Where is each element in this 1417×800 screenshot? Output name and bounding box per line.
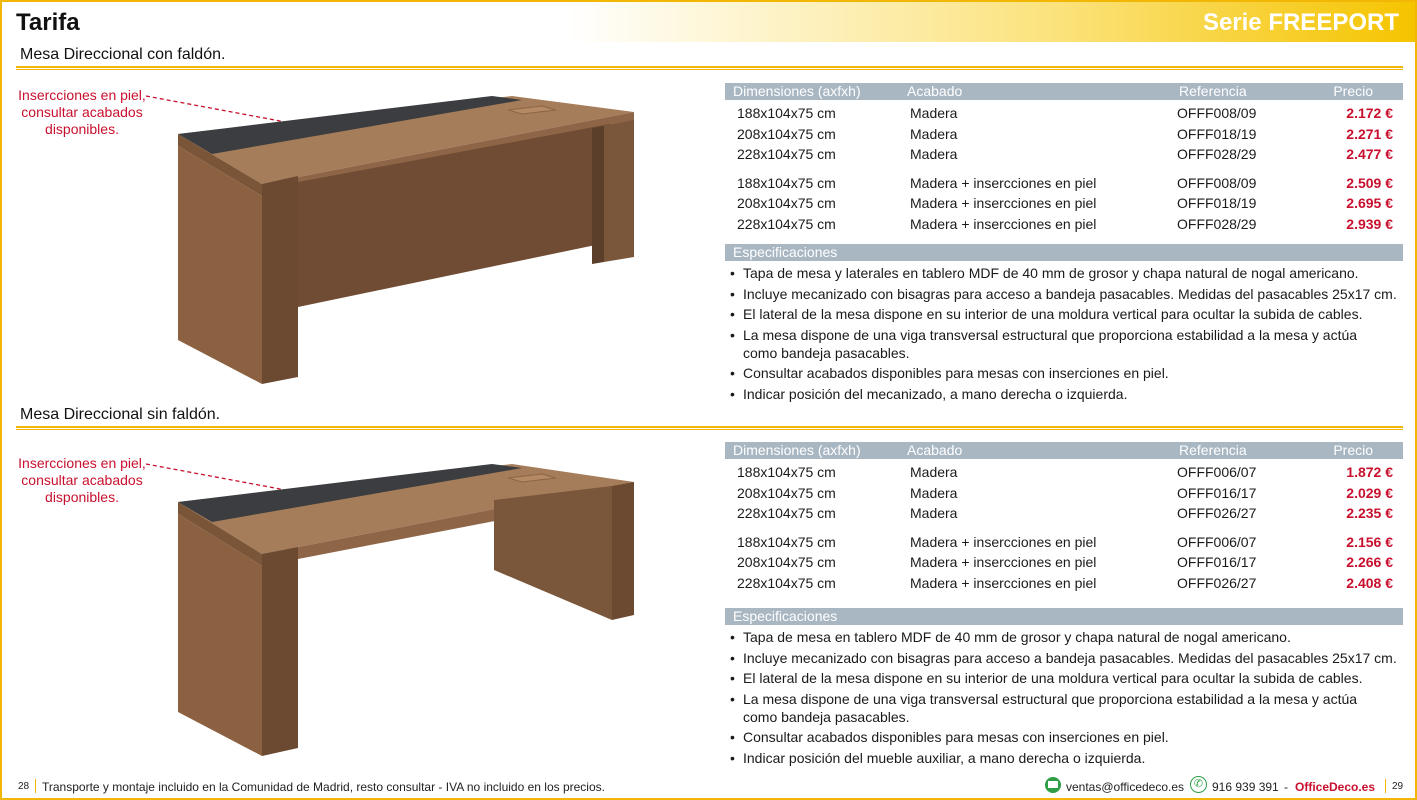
- table-row: [725, 103, 1403, 124]
- specifications-list: [730, 264, 1410, 405]
- cell-reference: OFFF028/29: [1177, 146, 1257, 162]
- cell-dimensions: 228x104x75 cm: [737, 146, 836, 162]
- cell-dimensions: 208x104x75 cm: [737, 484, 836, 501]
- spec-item: • La mesa dispone de una viga transversal estructural que proporciona estabilidad a la mesa y actúa como bandeja pasacables.: [730, 326, 1390, 362]
- spec-item: • Incluye mecanizado con bisagras para acceso a bandeja pasacables. Medidas del pasacables 25x17 cm.: [730, 649, 1410, 667]
- price-table-sin-faldon: [725, 442, 1403, 593]
- header-finish: Acabado: [907, 83, 963, 99]
- desk-without-modesty-panel-image: [172, 460, 642, 760]
- cell-dimensions: 228x104x75 cm: [737, 574, 836, 591]
- spec-item: • Consultar acabados disponibles para mesas con inserciones en piel.: [730, 728, 1410, 746]
- table-row: [725, 173, 1403, 194]
- spec-item: • Tapa de mesa en tablero MDF de 40 mm de grosor y chapa natural de nogal americano.: [730, 628, 1410, 646]
- cell-price: 2.029 €: [1346, 484, 1393, 501]
- cell-finish: Madera: [910, 464, 958, 480]
- section-divider: [16, 66, 1403, 70]
- page-number-right: 29: [1392, 781, 1404, 792]
- cell-price: 2.408 €: [1346, 574, 1393, 591]
- footer-separator: -: [1284, 780, 1288, 794]
- cell-dimensions: 228x104x75 cm: [737, 505, 836, 521]
- cell-price: 2.235 €: [1346, 505, 1393, 521]
- header-dimensions: Dimensiones (axfxh): [733, 442, 861, 458]
- email-icon: [1045, 777, 1061, 793]
- cell-reference: OFFF006/07: [1177, 533, 1257, 550]
- table-row: [725, 483, 1403, 504]
- cell-finish: Madera + insercciones en piel: [910, 533, 1097, 550]
- cell-price: 2.266 €: [1346, 554, 1393, 570]
- header-finish: Acabado: [907, 442, 963, 458]
- table-row: [725, 214, 1403, 235]
- cell-finish: Madera + insercciones en piel: [910, 215, 1097, 232]
- phone-icon: ✆: [1190, 776, 1207, 793]
- price-table-con-faldon: [725, 83, 1403, 234]
- specifications-list: [730, 628, 1410, 769]
- section-title-sin-faldon: Mesa Direccional sin faldón.: [20, 406, 221, 423]
- cell-dimensions: 188x104x75 cm: [737, 464, 836, 480]
- spec-item: • El lateral de la mesa dispone en su interior de una moldura vertical para ocultar la subida de cables.: [730, 305, 1410, 323]
- footer-divider: [1385, 779, 1386, 793]
- table-row: [725, 144, 1403, 165]
- cell-reference: OFFF028/29: [1177, 215, 1257, 232]
- cell-dimensions: 208x104x75 cm: [737, 125, 836, 142]
- spec-item: • Consultar acabados disponibles para mesas con inserciones en piel.: [730, 364, 1410, 382]
- cell-price: 2.477 €: [1346, 146, 1393, 162]
- table-row: [725, 503, 1403, 524]
- series-title: Serie FREEPORT: [1202, 9, 1399, 36]
- header-reference: Referencia: [1179, 442, 1247, 458]
- cell-finish: Madera + insercciones en piel: [910, 174, 1097, 191]
- table-row: [725, 532, 1403, 553]
- cell-dimensions: 188x104x75 cm: [737, 174, 836, 191]
- cell-finish: Madera + insercciones en piel: [910, 195, 1097, 211]
- contact-phone[interactable]: 916 939 391: [1212, 780, 1279, 794]
- section-divider: [16, 426, 1403, 430]
- table-row: [725, 573, 1403, 594]
- cell-finish: Madera: [910, 484, 958, 501]
- cell-reference: OFFF016/17: [1177, 554, 1257, 570]
- spec-item: • La mesa dispone de una viga transversal estructural que proporciona estabilidad a la mesa y actúa como bandeja pasacables.: [730, 690, 1390, 726]
- specifications-header: Especificaciones: [725, 244, 1403, 261]
- table-header: [725, 442, 1403, 459]
- cell-finish: Madera: [910, 505, 958, 521]
- cell-reference: OFFF006/07: [1177, 464, 1257, 480]
- cell-reference: OFFF018/19: [1177, 125, 1257, 142]
- cell-finish: Madera + insercciones en piel: [910, 554, 1097, 570]
- leather-annotation: Insercciones en piel, consultar acabados disponibles.: [18, 87, 146, 137]
- cell-reference: OFFF016/17: [1177, 484, 1257, 501]
- page-footer: [2, 776, 1415, 798]
- cell-dimensions: 208x104x75 cm: [737, 195, 836, 211]
- table-row: [725, 193, 1403, 214]
- cell-dimensions: 188x104x75 cm: [737, 105, 836, 121]
- spec-item: • Incluye mecanizado con bisagras para acceso a bandeja pasacables. Medidas del pasacables 25x17 cm.: [730, 285, 1410, 303]
- cell-reference: OFFF008/09: [1177, 105, 1257, 121]
- cell-finish: Madera: [910, 105, 958, 121]
- cell-dimensions: 208x104x75 cm: [737, 554, 836, 570]
- table-header: [725, 83, 1403, 100]
- header-reference: Referencia: [1179, 83, 1247, 99]
- header-dimensions: Dimensiones (axfxh): [733, 83, 861, 99]
- cell-reference: OFFF018/19: [1177, 195, 1257, 211]
- cell-reference: OFFF026/27: [1177, 505, 1257, 521]
- footer-note: Transporte y montaje incluido en la Comunidad de Madrid, resto consultar - IVA no incluido en los precios.: [42, 780, 605, 794]
- cell-reference: OFFF026/27: [1177, 574, 1257, 591]
- cell-price: 2.509 €: [1346, 174, 1393, 191]
- cell-reference: OFFF008/09: [1177, 174, 1257, 191]
- table-row: [725, 124, 1403, 145]
- cell-dimensions: 188x104x75 cm: [737, 533, 836, 550]
- cell-finish: Madera: [910, 146, 958, 162]
- desk-with-modesty-panel-image: [172, 92, 642, 387]
- spec-item: • Indicar posición del mueble auxiliar, a mano derecha o izquierda.: [730, 749, 1410, 767]
- header-price: Precio: [1333, 442, 1373, 458]
- cell-price: 1.872 €: [1346, 464, 1393, 480]
- table-row: [725, 552, 1403, 573]
- contact-email[interactable]: ventas@officedeco.es: [1066, 780, 1185, 794]
- spec-item: • El lateral de la mesa dispone en su interior de una moldura vertical para ocultar la subida de cables.: [730, 669, 1410, 687]
- cell-price: 2.172 €: [1346, 105, 1393, 121]
- page-number-left: 28: [18, 781, 30, 792]
- page-title: Tarifa: [16, 9, 80, 36]
- footer-divider: [35, 779, 36, 793]
- specifications-header: Especificaciones: [725, 608, 1403, 625]
- spec-item: • Tapa de mesa y laterales en tablero MDF de 40 mm de grosor y chapa natural de nogal americano.: [730, 264, 1410, 282]
- leather-annotation: Insercciones en piel, consultar acabados disponibles.: [18, 455, 146, 505]
- header-price: Precio: [1333, 83, 1373, 99]
- cell-finish: Madera + insercciones en piel: [910, 574, 1097, 591]
- cell-price: 2.271 €: [1346, 125, 1393, 142]
- section-title-con-faldon: Mesa Direccional con faldón.: [20, 46, 226, 63]
- cell-dimensions: 228x104x75 cm: [737, 215, 836, 232]
- cell-price: 2.695 €: [1346, 195, 1393, 211]
- brand-link[interactable]: OfficeDeco.es: [1295, 780, 1376, 794]
- spec-item: • Indicar posición del mecanizado, a mano derecha o izquierda.: [730, 385, 1410, 403]
- cell-price: 2.939 €: [1346, 215, 1393, 232]
- header-band: [2, 2, 1415, 42]
- cell-finish: Madera: [910, 125, 958, 142]
- cell-price: 2.156 €: [1346, 533, 1393, 550]
- table-row: [725, 462, 1403, 483]
